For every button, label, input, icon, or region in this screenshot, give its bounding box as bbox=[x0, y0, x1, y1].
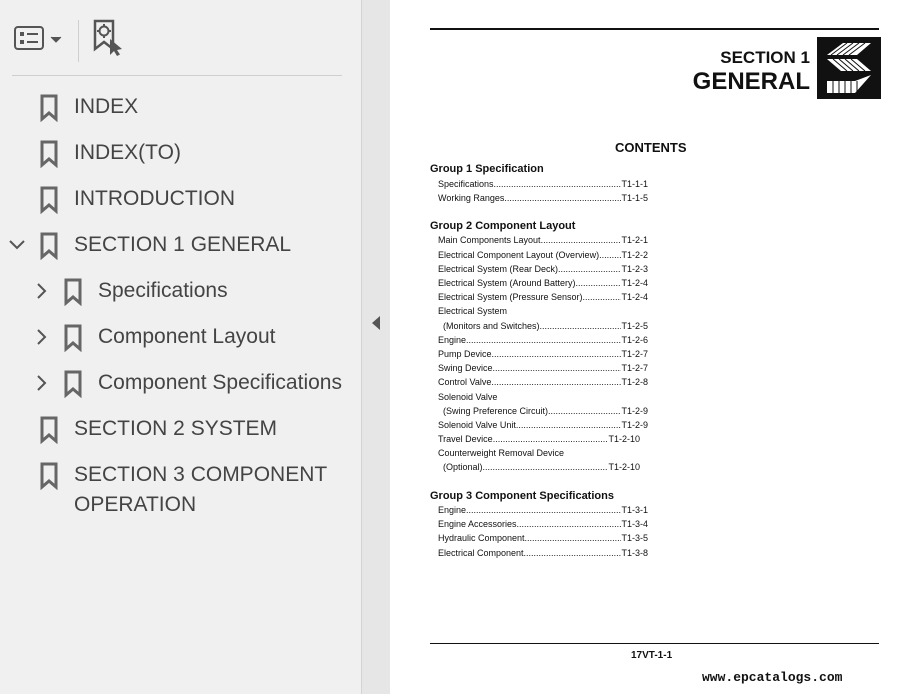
toc-entry[interactable]: Engine Accessories ..... T1-3-4 bbox=[438, 519, 648, 530]
toc-entry[interactable]: (Optional) ..... T1-2-10 bbox=[443, 462, 640, 473]
contents-title: CONTENTS bbox=[615, 140, 687, 155]
bookmark-introduction[interactable] bbox=[0, 176, 362, 222]
bookmark-label: Component Layout bbox=[98, 325, 276, 348]
bookmark-icon bbox=[40, 232, 58, 260]
bookmark-section-1-general[interactable] bbox=[0, 222, 362, 268]
section-title: GENERAL bbox=[692, 68, 810, 95]
bookmark-component-specifications[interactable] bbox=[0, 360, 362, 406]
toc-entry[interactable]: Working Ranges ..... T1-1-5 bbox=[438, 193, 648, 204]
header-rule bbox=[430, 28, 879, 30]
toc-entry[interactable]: (Monitors and Switches) ..... T1-2-5 bbox=[443, 321, 648, 332]
toc-group-title: Group 1 Specification bbox=[430, 163, 544, 175]
chevron-down-icon bbox=[50, 31, 62, 49]
section-number: SECTION 1 bbox=[720, 48, 810, 67]
bookmark-icon bbox=[40, 140, 58, 168]
bookmark-label: Specifications bbox=[98, 279, 228, 302]
toc-entry[interactable]: Engine ..... T1-3-1 bbox=[438, 505, 648, 516]
list-options-icon bbox=[14, 26, 44, 55]
bookmarks-toolbar bbox=[0, 0, 362, 76]
bookmark-label: SECTION 3 COMPONENT bbox=[74, 463, 328, 486]
toc-entry[interactable]: Pump Device ..... T1-2-7 bbox=[438, 349, 648, 360]
bookmark-index-to[interactable] bbox=[0, 130, 362, 176]
bookmark-label: INDEX bbox=[74, 95, 139, 118]
toc-entry[interactable]: Electrical System (Around Battery) ..... T1-2-4 bbox=[438, 278, 648, 289]
toc-entry[interactable]: Solenoid Valve Unit ..... T1-2-9 bbox=[438, 420, 648, 431]
toc-entry[interactable]: Travel Device ..... T1-2-10 bbox=[438, 434, 640, 445]
toc-group-title: Group 2 Component Layout bbox=[430, 220, 576, 232]
chevron-right-icon[interactable] bbox=[33, 279, 51, 303]
toc-entry[interactable]: Specifications ..... T1-1-1 bbox=[438, 179, 648, 190]
bookmark-specifications[interactable] bbox=[0, 268, 362, 314]
toc-entry[interactable]: Solenoid Valve bbox=[438, 392, 498, 402]
footer-rule bbox=[430, 643, 879, 644]
toc-entry[interactable]: Main Components Layout ..... T1-2-1 bbox=[438, 235, 648, 246]
watermark-url: www.epcatalogs.com bbox=[702, 670, 843, 685]
toc-entry[interactable]: Engine ..... T1-2-6 bbox=[438, 335, 648, 346]
toc-entry[interactable]: Electrical System (Rear Deck) ..... T1-2-3 bbox=[438, 264, 648, 275]
find-bookmark-icon bbox=[92, 19, 126, 62]
toolbar-divider bbox=[12, 75, 342, 76]
bookmark-icon bbox=[64, 278, 82, 306]
toc-entry[interactable]: (Swing Preference Circuit) ..... T1-2-9 bbox=[443, 406, 648, 417]
triangle-left-icon[interactable] bbox=[370, 315, 382, 331]
bookmark-label: INTRODUCTION bbox=[74, 187, 235, 210]
bookmark-label: SECTION 1 GENERAL bbox=[74, 233, 292, 256]
bookmark-icon bbox=[40, 94, 58, 122]
chevron-right-icon[interactable] bbox=[33, 325, 51, 349]
options-menu-button[interactable] bbox=[14, 20, 66, 60]
bookmark-section-2-system[interactable] bbox=[0, 406, 362, 452]
toc-entry[interactable]: Electrical System (Pressure Sensor) ..... T1-2-4 bbox=[438, 292, 648, 303]
toolbar-separator bbox=[78, 20, 79, 62]
bookmark-label-line-2: OPERATION bbox=[74, 493, 197, 516]
chevron-right-icon[interactable] bbox=[33, 371, 51, 395]
toc-group-title: Group 3 Component Specifications bbox=[430, 490, 614, 502]
find-bookmark-button[interactable] bbox=[92, 20, 128, 60]
toc-entry[interactable]: Counterweight Removal Device bbox=[438, 448, 565, 458]
bookmark-label: INDEX(TO) bbox=[74, 141, 181, 164]
toc-entry[interactable]: Control Valve ..... T1-2-8 bbox=[438, 377, 648, 388]
bookmarks-panel bbox=[0, 0, 362, 694]
bookmark-icon bbox=[64, 370, 82, 398]
section-logo bbox=[817, 37, 881, 99]
bookmark-component-layout[interactable] bbox=[0, 314, 362, 360]
bookmark-icon bbox=[40, 416, 58, 444]
panel-splitter[interactable] bbox=[362, 0, 390, 694]
toc-entry[interactable]: Hydraulic Component ..... T1-3-5 bbox=[438, 533, 648, 544]
toc-entry[interactable]: Electrical Component ..... T1-3-8 bbox=[438, 548, 648, 559]
bookmark-index[interactable] bbox=[0, 84, 362, 130]
bookmark-label: SECTION 2 SYSTEM bbox=[74, 417, 278, 440]
toc-entry[interactable]: Swing Device ..... T1-2-7 bbox=[438, 363, 648, 374]
bookmark-section-3-component-operation[interactable] bbox=[0, 452, 362, 528]
bookmark-icon bbox=[64, 324, 82, 352]
page-number: 17VT-1-1 bbox=[631, 650, 673, 661]
bookmark-label: Component Specifications bbox=[98, 371, 342, 394]
document-page bbox=[390, 0, 914, 694]
toc-entry[interactable]: Electrical Component Layout (Overview) ..... T1-2-2 bbox=[438, 250, 648, 261]
bookmark-icon bbox=[40, 462, 58, 490]
chevron-down-icon[interactable] bbox=[8, 233, 26, 257]
toc-entry[interactable]: Electrical System bbox=[438, 306, 508, 316]
bookmark-icon bbox=[40, 186, 58, 214]
